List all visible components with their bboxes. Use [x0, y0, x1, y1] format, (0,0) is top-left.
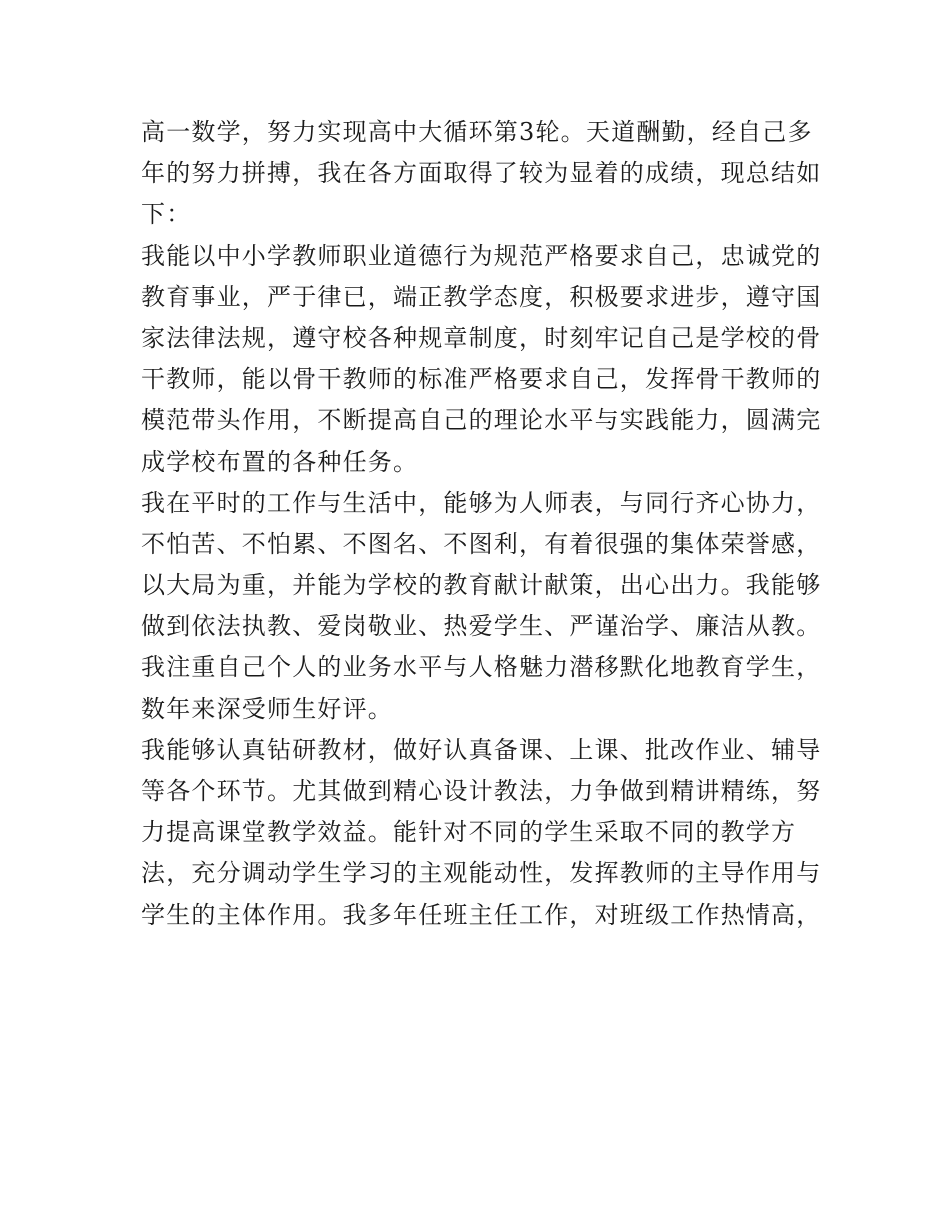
text-line: 学生的主体作用。我多年任班主任工作，对班级工作热情高，	[141, 900, 822, 929]
text-line: 高一数学，努力实现高中大循环第3轮。天道酬勤，经自己多	[141, 118, 813, 146]
text-line: 我注重自己个人的业务水平与人格魅力潜移默化地教育学生，	[141, 653, 822, 682]
text-line: 以大局为重，并能为学校的教育献计献策，出心出力。我能够	[141, 571, 822, 600]
document-body	[141, 112, 822, 936]
text-line: 模范带头作用，不断提高自己的理论水平与实践能力，圆满完	[141, 406, 822, 435]
text-line: 年的努力拼搏，我在各方面取得了较为显着的成绩，现总结如	[141, 159, 822, 188]
text-line: 做到依法执教、爱岗敬业、热爱学生、严谨治学、廉洁从教。	[141, 612, 822, 641]
text-line: 不怕苦、不怕累、不图名、不图利，有着很强的集体荣誉感，	[141, 529, 822, 558]
text-line: 教育事业，严于律已，端正教学态度，积极要求进步，遵守国	[141, 282, 822, 311]
text-line: 家法律法规，遵守校各种规章制度，时刻牢记自己是学校的骨	[141, 323, 822, 352]
text-line: 我能够认真钻研教材，做好认真备课、上课、批改作业、辅导	[141, 735, 822, 764]
text-line: 成学校布置的各种任务。	[141, 447, 419, 476]
text-line: 力提高课堂教学效益。能针对不同的学生采取不同的教学方	[141, 818, 797, 847]
text-line: 我在平时的工作与生活中，能够为人师表，与同行齐心协力，	[141, 488, 822, 517]
text-line: 干教师，能以骨干教师的标准严格要求自己，发挥骨干教师的	[141, 365, 822, 394]
text-line: 等各个环节。尤其做到精心设计教法，力争做到精讲精练，努	[141, 777, 822, 805]
text-line: 数年来深受师生好评。	[141, 694, 393, 723]
text-line: 我能以中小学教师职业道德行为规范严格要求自己，忠诚党的	[141, 241, 822, 270]
text-line: 法，充分调动学生学习的主观能动性，发挥教师的主导作用与	[141, 859, 822, 888]
text-line: 下：	[141, 200, 192, 229]
